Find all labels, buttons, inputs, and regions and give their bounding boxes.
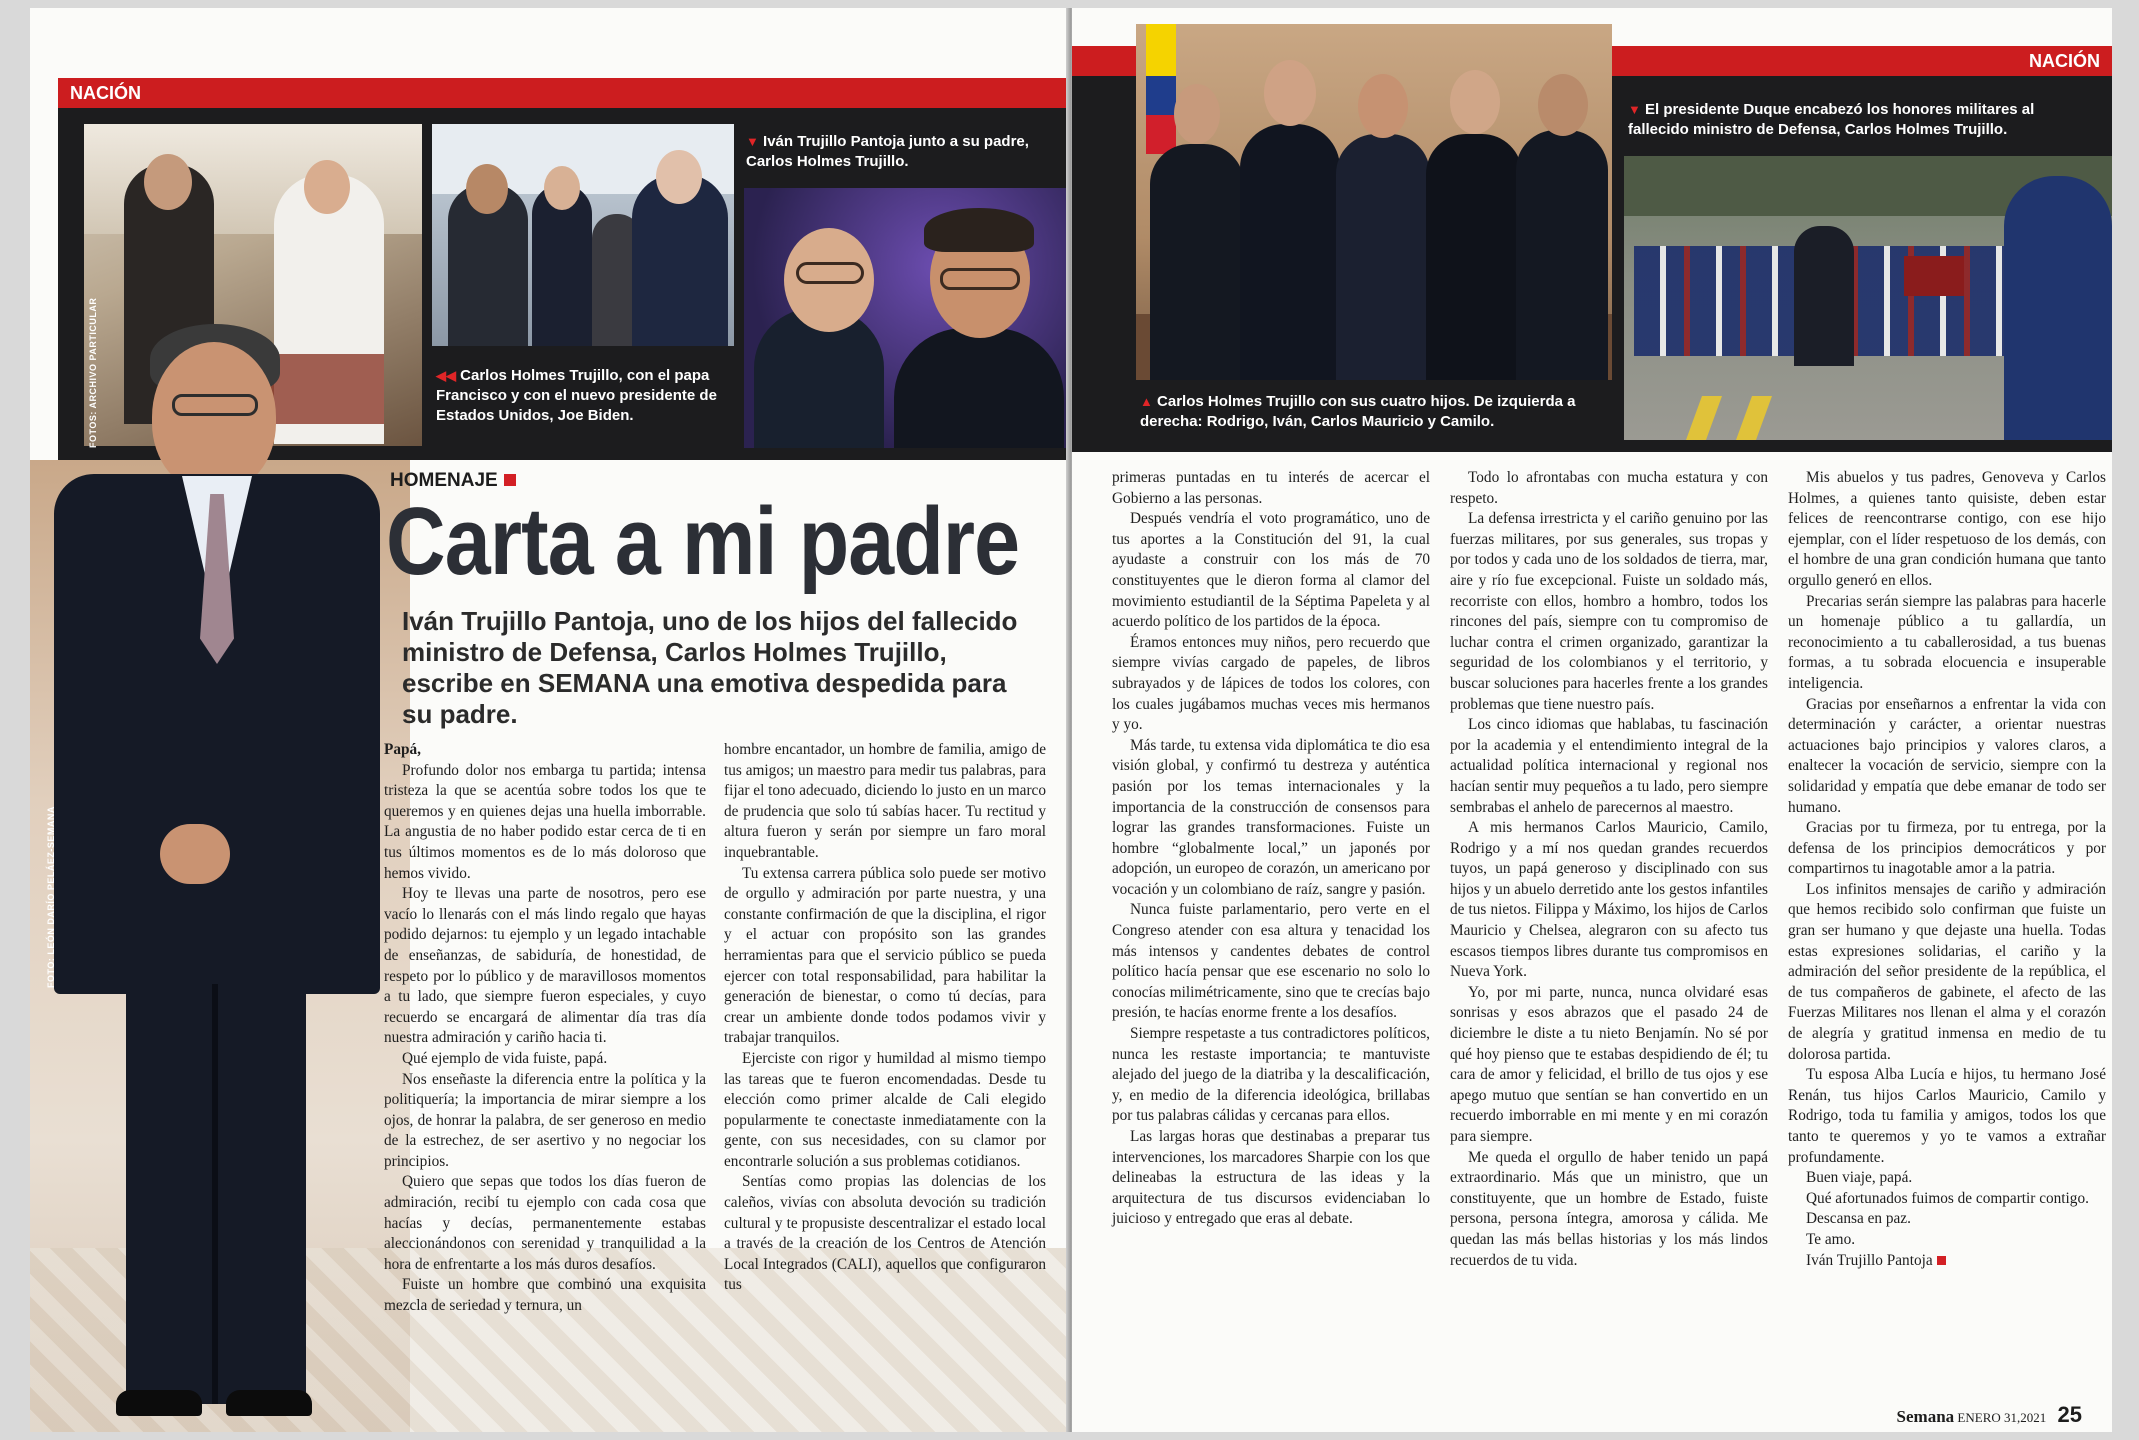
paragraph: Los cinco idiomas que hablabas, tu fascinación por la academia y el entendimiento integral de la actualidad política internacional y regional nos hacían sentir muy pequeños a tu lado, pero siempre sembrabas el anhelo de parecernos al maestro. — [1450, 716, 1768, 816]
photo-credit-top: FOTOS: ARCHIVO PARTICULAR — [88, 297, 98, 448]
caption-honors — [1628, 100, 2098, 140]
paragraph: Buen viaje, papá. — [1806, 1169, 1913, 1187]
paragraph: Yo, por mi parte, nunca, nunca olvidaré esas sonrisas y esos abrazos que el pasado 24 de diciembre le diste a tu nieto Benjamín. No sé por qué hoy pienso que te estabas despidiendo de él; tu cara de amor y felicidad, el brillo de tus ojos y ese apego mutuo que sentían se han convertido en un recuerdo imborrable en mi mente y en mi corazón para siempre. — [1450, 983, 1768, 1145]
paragraph: Tu esposa Alba Lucía e hijos, tu hermano José Renán, tus hijos Carlos Mauricio, Camilo y Rodrigo, toda tu familia y amigos, todos los que tanto te queremos y yo te vamos a extrañar profundamente. — [1788, 1066, 2106, 1166]
paragraph: Profundo dolor nos embarga tu partida; intensa tristeza la que se acentúa sobre todos los que te queremos y en quienes dejas una huella imborrable. La angustia de no haber podido estar cerca de ti en tus últimos momentos es de lo más doloroso que hemos vivido. — [384, 761, 706, 882]
paragraph: Siempre respetaste a tus contradictores políticos, nunca les restaste importancia; te mantuviste alejado del juego de la diatriba y la descalificación, y, en medio de la diferencia ideológica, brillabas por tus palabras cálidas y cercanas para ellos. — [1112, 1025, 1430, 1125]
paragraph: Quiero que sepas que todos los días fueron de admiración, recibí tu ejemplo con cada cosa que hacías y decías, permanentemente estabas aleccionándonos con serenidad y tranquilidad a la hora de enfrentarte a los más duros desafíos. — [384, 1173, 706, 1273]
red-square-icon — [504, 474, 516, 486]
headline: Carta a mi padre — [386, 488, 1020, 595]
caption-pope-biden — [436, 366, 732, 426]
caption-sons — [1140, 392, 1610, 432]
photo-sons — [1136, 24, 1612, 380]
paragraph: Te amo. — [1806, 1230, 1856, 1248]
article-column-5 — [1788, 468, 2106, 1271]
paragraph: Qué ejemplo de vida fuiste, papá. — [402, 1049, 608, 1067]
portrait-carlos-holmes — [30, 324, 410, 1432]
left-page — [30, 8, 1070, 1432]
paragraph: Descansa en paz. — [1806, 1210, 1911, 1228]
paragraph: Los infinitos mensajes de cariño y admiración que hemos recibido solo confirman que fuiste un gran ser humano y que dejaste una huella. Todas estas expresiones solidarias, el cariño y la admiración del señor presidente de la república, el de tus compañeros de gabinete, el afecto de las Fuerzas Militares nos llenan el alma y el corazón de alegría y gratitud inmensa en medio de tu dolorosa partida. — [1788, 880, 2106, 1063]
caption-sons-text: Carlos Holmes Trujillo con sus cuatro hijos. De izquierda a derecha: Rodrigo, Iván, Carlos Mauricio y Camilo. — [1140, 393, 1576, 430]
paragraph: Después vendría el voto programático, uno de tus aportes a la Constitución del 91, la cual ayudaste a construir con los más de 70 constituyentes que le dieron forma al clamor del movimiento estudiantil de la Séptima Papeleta y al acuerdo político de los partidos de la época. — [1112, 510, 1430, 631]
paragraph: Todo lo afrontabas con mucha estatura y con respeto. — [1450, 469, 1768, 507]
paragraph: Sentías como propias las dolencias de los caleños, vivías con absoluta devoción su tradición cultural y te propusiste descentralizar el estado local a través de la creación de los Centros de Atención Local Integrados (CALI), aquellos que configuraron tus — [724, 1173, 1046, 1294]
article-column-4 — [1450, 468, 1768, 1271]
red-strip — [1072, 46, 1136, 76]
section-label-right: NACIÓN — [1612, 46, 2112, 76]
paragraph: Las largas horas que destinabas a preparar tus intervenciones, los marcadores Sharpie con los que delineabas la estructura de las ideas y la arquitectura de tus discursos evidenciaban lo juicioso y entregado que eras al debate. — [1112, 1128, 1430, 1228]
signature: Iván Trujillo Pantoja — [1806, 1251, 1933, 1269]
page-number: 25 — [2057, 1402, 2082, 1427]
folio-magazine: Semana — [1896, 1407, 1955, 1426]
end-square-icon — [1937, 1256, 1946, 1265]
article-column-1 — [384, 740, 706, 1317]
paragraph: Más tarde, tu extensa vida diplomática te dio esa visión global, y confirmó tu destreza y auténtica pasión por los temas internacionales y la importancia de la construcción de consensos para lograr las grandes transformaciones. Fuiste un hombre “globalmente local,” un japonés por adopción, un europeo de corazón, un americano por vocación y un colombiano de raíz, sangre y pasión. — [1112, 736, 1430, 898]
signature-line — [1788, 1251, 2106, 1272]
photo-selfie — [744, 188, 1070, 448]
paragraph: hombre encantador, un hombre de familia, amigo de tus amigos; un maestro para medir tus palabras, para fijar el tono adecuado, diciendo lo justo en un marco de prudencia que solo tú sabías hacer. Tu rectitud y altura fueron y serán por siempre un faro moral inquebrantable. — [724, 741, 1046, 861]
caption-triangle-icon: ▲ — [1140, 394, 1153, 409]
article-column-3 — [1112, 468, 1430, 1230]
paragraph: primeras puntadas en tu interés de acercar el Gobierno a las personas. — [1112, 469, 1430, 507]
paragraph: Gracias por enseñarnos a enfrentar la vida con determinación y carácter, a orientar nuestras actuaciones bajo principios y valores claros, a enaltecer la vocación de servicio, siempre con la solidaridad y empatía que debe emanar de todo ser humano. — [1788, 695, 2106, 816]
article-column-2 — [724, 740, 1046, 1296]
section-label-left: NACIÓN — [58, 78, 1070, 108]
paragraph: Hoy te llevas una parte de nosotros, pero ese vacío lo llenarás con el más lindo regalo que hayas podido dejarnos: tu ejemplo y un legado intachable de enseñanzas, de sabiduría, de honestidad, de respeto por lo público y de maravillosos momentos a tu lado, que siempre fueron especiales, y cuyo recuerdo se encargará de alimentar día tras día nuestra admiración y cariño hacia ti. — [384, 885, 706, 1047]
deck: Iván Trujillo Pantoja, uno de los hijos del fallecido ministro de Defensa, Carlos Holmes Trujillo, escribe en SEMANA una emotiva despedida para su padre. — [402, 606, 1018, 729]
paragraph: Éramos entonces muy niños, pero recuerdo que siempre vivías cargado de papeles, de libros subrayados y de lápices de todos los colores, con los cuales jugábamos muchas veces mis hermanos y yo. — [1112, 633, 1430, 734]
caption-honors-text: El presidente Duque encabezó los honores militares al fallecido ministro de Defensa, Carlos Holmes Trujillo. — [1628, 101, 2035, 138]
paragraph: Me queda el orgullo de haber tenido un papá extraordinario. Más que un ministro, que un constituyente, que un hombre de Estado, fuiste persona, persona íntegra, amorosa y cálida. Me quedan las más bellas historias y los más lindos recuerdos de tu vida. — [1450, 1148, 1768, 1269]
photo-biden — [432, 124, 734, 346]
caption-pope-biden-text: Carlos Holmes Trujillo, con el papa Francisco y con el nuevo presidente de Estados Unidos, Joe Biden. — [436, 367, 717, 424]
paragraph: Gracias por tu firmeza, por tu entrega, por la defensa de los principios democráticos y por compartirnos tu inagotable amor a la patria. — [1788, 819, 2106, 878]
caption-triangle-icon: ▼ — [1628, 102, 1641, 117]
paragraph: Ejerciste con rigor y humildad al mismo tiempo las tareas que te fueron encomendadas. Desde tu elección como primer alcalde de Cali elegido popularmente te conectaste inmediatamente con la gente, con sus necesidades, con su clamor por encontrarle solución a sus problemas cotidianos. — [724, 1049, 1046, 1170]
paragraph: Nos enseñaste la diferencia entre la política y la politiquería; la importancia de mirar siempre a los ojos, de honrar la palabra, de ser generoso en medio de la estrechez, de ser asertivo y no negociar los principios. — [384, 1070, 706, 1170]
paragraph: La defensa irrestricta y el cariño genuino por las fuerzas militares, por sus generales, sus tropas y por todos y cada uno de los soldados de tierra, mar, aire y río fue excepcional. Fuiste un soldado más, recorriste con ellos, hombro a hombro, todos los rincones del país, siempre con tu compromiso de luchar contra el crimen organizado, garantizar la seguridad de los colombianos y el territorio, y buscar soluciones para hacerles frente a los grandes problemas que tiene nuestro país. — [1450, 510, 1768, 713]
paragraph: Mis abuelos y tus padres, Genoveva y Carlos Holmes, a quienes tanto quisiste, deben estar felices de reencontrarse contigo, con ese hijo ejemplar, con el líder respetuoso de los demás, con el hombre de una gran condición humana que tanto orgullo generó en ellos. — [1788, 469, 2106, 589]
right-page — [1072, 8, 2112, 1432]
folio-date: ENERO 31,2021 — [1957, 1410, 2047, 1425]
caption-selfie — [746, 132, 1062, 172]
kicker-text: HOMENAJE — [390, 470, 498, 491]
paragraph: Precarias serán siempre las palabras para hacerle un homenaje público a tu gallardía, un reconocimiento a tu caballerosidad, a tus buenas formas, a tu sobrada elocuencia e insuperable inteligencia. — [1788, 592, 2106, 692]
paragraph: A mis hermanos Carlos Mauricio, Camilo, Rodrigo y a mí nos quedan grandes recuerdos tuyos, un papá generoso y disciplinado con sus hijos y un abuelo derretido ante los gestos infantiles de tus nietos. Filippa y Máximo, los hijos de Carlos Mauricio y Chelsea, alegraron con su afecto tus escasos tiempos libres durante tus compromisos en Nueva York. — [1450, 819, 1768, 981]
photo-military-honors — [1624, 156, 2112, 440]
paragraph: Nunca fuiste parlamentario, pero verte en el Congreso atender con esa altura y tenacidad los más intensos y candentes debates de control político hacía pensar que ese escenario no solo lo conocías milimétricamente, sino que te crecías bajo presión, te hacías enorme frente a los desafíos. — [1112, 901, 1430, 1022]
folio — [1897, 1402, 2082, 1428]
photo-credit-portrait: FOTO: LEÓN DARÍO PELÁEZ-SEMANA — [46, 806, 56, 988]
caption-triangle-icon: ▼ — [746, 134, 759, 149]
paragraph: Qué afortunados fuimos de compartir contigo. — [1806, 1189, 2089, 1207]
paragraph: Fuiste un hombre que combinó una exquisita mezcla de seriedad y ternura, un — [384, 1276, 706, 1315]
salutation: Papá, — [384, 741, 421, 758]
caption-triangle-icon: ◀◀ — [436, 368, 456, 383]
paragraph: Tu extensa carrera pública solo puede ser motivo de orgullo y admiración por parte nuestra, y una constante confirmación de que la disciplina, el rigor y el actuar con propósito son las grandes herramientas para que el servicio público se pueda ejercer con total responsabilidad, para habilitar la generación de bienestar, o como tú decías, para crear un ambiente donde todos podamos vivir y trabajar tranquilos. — [724, 864, 1046, 1047]
caption-selfie-text: Iván Trujillo Pantoja junto a su padre, Carlos Holmes Trujillo. — [746, 133, 1029, 170]
